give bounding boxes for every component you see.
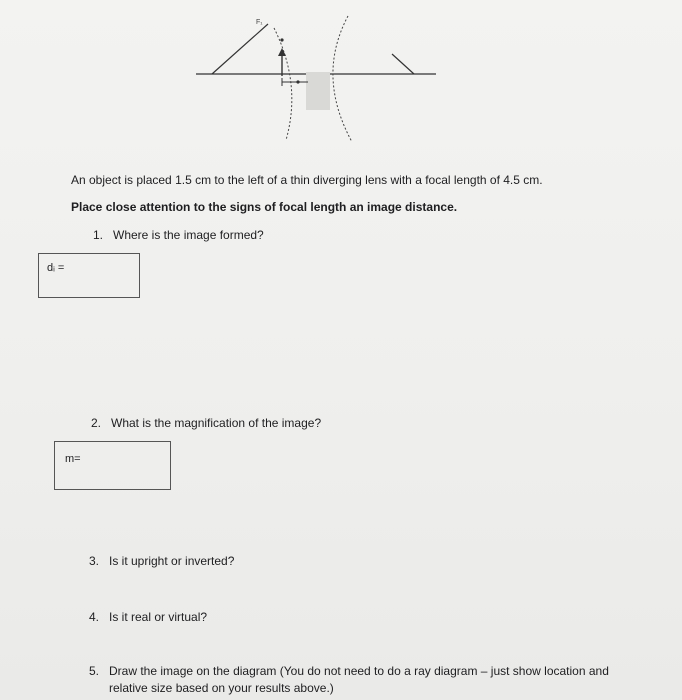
- question-5-number: 5.: [89, 664, 100, 678]
- image-distance-answer-box[interactable]: [38, 253, 140, 298]
- problem-note: Place close attention to the signs of focal length an image distance.: [71, 200, 458, 214]
- question-4-text: Is it real or virtual?: [109, 610, 208, 624]
- lens-left-surface: [274, 28, 292, 140]
- question-2-number: 2.: [91, 416, 102, 430]
- diagram-small-label: F₁: [256, 19, 263, 26]
- ray-right: [392, 54, 414, 74]
- focal-point-dot: [296, 80, 299, 83]
- lens-right-surface: [333, 16, 352, 142]
- lens-shading: [306, 72, 330, 110]
- question-5-text: Draw the image on the diagram (You do not need to do a ray diagram – just show location and: [109, 664, 609, 678]
- magnification-label: m=: [65, 453, 81, 465]
- diverging-lens-diagram: [190, 10, 450, 150]
- question-3: [89, 554, 234, 569]
- lens-diagram-svg: [190, 10, 450, 150]
- object-marker-dot: [280, 38, 283, 41]
- question-1-number: 1.: [93, 228, 104, 242]
- question-5: [89, 664, 609, 679]
- ray-left: [212, 24, 268, 74]
- question-4-number: 4.: [89, 610, 100, 624]
- image-distance-label: dᵢ =: [47, 262, 65, 274]
- object-arrow-head: [278, 48, 286, 56]
- question-3-text: Is it upright or inverted?: [109, 554, 235, 568]
- magnification-answer-box[interactable]: [54, 441, 171, 490]
- problem-intro: An object is placed 1.5 cm to the left of a thin diverging lens with a focal length of 4.5 cm.: [71, 173, 543, 187]
- question-1-text: Where is the image formed?: [113, 228, 264, 242]
- question-1: [93, 228, 264, 243]
- question-3-number: 3.: [89, 554, 100, 568]
- question-2-text: What is the magnification of the image?: [111, 416, 322, 430]
- question-2: [91, 416, 321, 431]
- question-4: [89, 610, 207, 625]
- question-5-continued: relative size based on your results above.): [109, 681, 334, 695]
